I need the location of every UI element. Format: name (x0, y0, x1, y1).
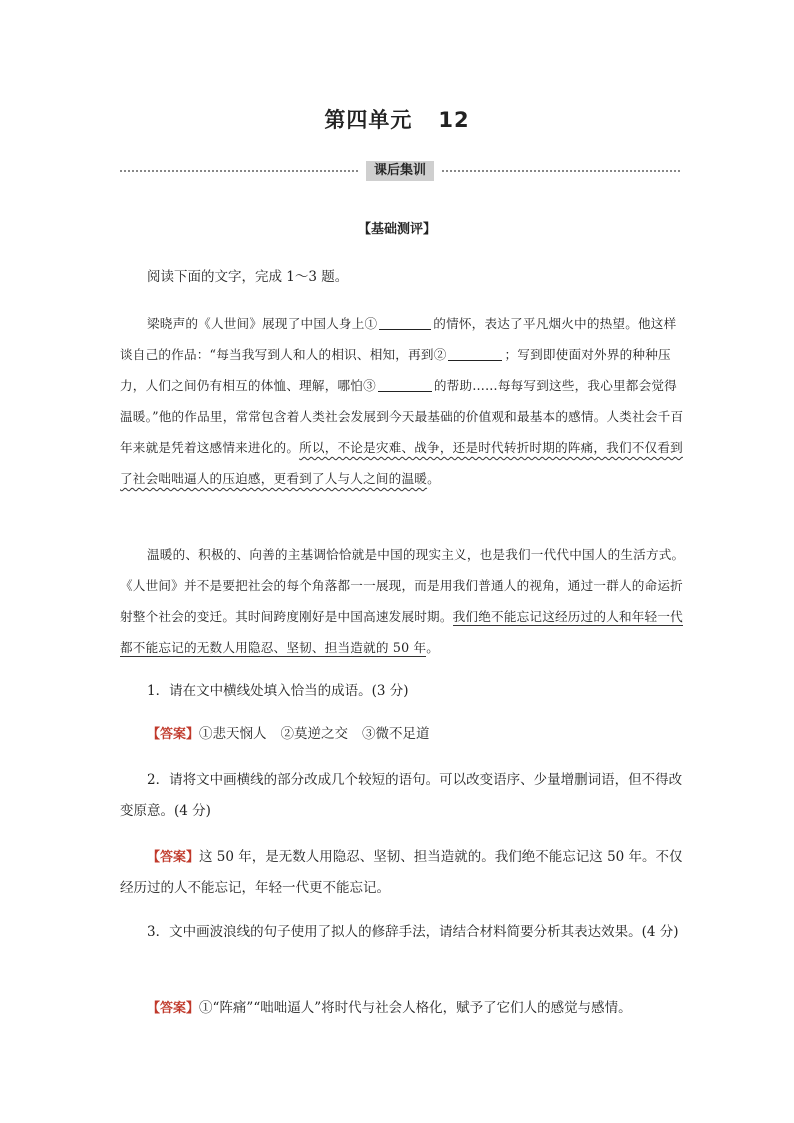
instruction: 阅读下面的文字，完成 1～3 题。 (147, 269, 349, 285)
passage-text: 温暖的、积极的、向善的主基调恰恰就是中国的现实主义，也是我们一代代中国人的生活方式。《人世间》并不是要把社会的每个角落都一一展现，而是用我们普通人的视角，通过一群人的命运折射整个社会的变迁。其时间跨度刚好是中国高速发展时期。 (120, 547, 685, 624)
answer-label: 【答案】 (147, 850, 200, 865)
answer-2 (120, 842, 686, 904)
unit-title: 第四单元 (324, 108, 413, 132)
blank-3 (378, 377, 432, 392)
page-title (0, 104, 794, 134)
answer-item: ③微不足道 (362, 726, 430, 742)
question-1: 1．请在文中横线处填入恰当的成语。(3 分) (147, 683, 409, 699)
passage-text: 。 (427, 471, 440, 486)
underlined-sentence: 我们绝不能忘记这经历过的人和年轻一代都不能忘记的无数人用隐忍、坚韧、担当造就的 50 年 (120, 609, 683, 655)
answer-item: ②莫逆之交 (280, 726, 349, 742)
answer-3 (120, 993, 686, 1024)
passage-paragraph-2 (120, 539, 686, 663)
answer-label: 【答案】 (147, 1001, 200, 1016)
section-tag: 课后集训 (366, 161, 434, 181)
question-3: 3．文中画波浪线的句子使用了拟人的修辞手法，请结合材料简要分析其表达效果。(4 分) (147, 924, 679, 940)
answer-text: 这 50 年，是无数人用隐忍、坚韧、担当造就的。我们绝不能忘记这 50 年。不仅经历过的人不能忘记，年轻一代更不能忘记。 (120, 849, 683, 896)
subsection-heading: 【基础测评】 (357, 222, 436, 237)
passage-text: 的情怀，表达了平凡烟火中的热望。他这样谈自己的作品：“每当我写到人和人的相识、相知，再到② (120, 316, 677, 362)
passage-text: 的帮助……每每写到这些，我心里都会觉得温暖。”他的作品里，常常包含着人类社会发展到今天最基础的价值观和最基本的感情。人类社会千百年来就是凭着这感情来进化的。 (120, 378, 684, 455)
blank-1 (379, 315, 431, 330)
passage-text: ；写到即使面对外界的种种压力，人们之间仍有相互的体恤、理解，哪怕③ (120, 347, 671, 393)
wavy-underlined-sentence: 所以，不论是灾难、战争，还是时代转折时期的阵痛，我们不仅看到了社会咄咄逼人的压迫感，更看到了人与人之间的温暖 (120, 440, 683, 486)
answer-1 (120, 719, 686, 750)
dotted-line-right (442, 170, 680, 172)
passage-text: 。 (426, 640, 440, 655)
lesson-number: 12 (438, 108, 470, 132)
passage-text: 梁晓声的《人世间》展现了中国人身上① (147, 316, 378, 331)
question-2: 2．请将文中画横线的部分改成几个较短的语句。可以改变语序、少量增删词语，但不得改变原意。(4 分) (120, 772, 683, 819)
dotted-line-left (120, 170, 358, 172)
passage-paragraph-1 (120, 308, 686, 494)
section-divider (120, 160, 680, 182)
blank-2 (448, 346, 502, 361)
answer-label: 【答案】 (147, 727, 200, 742)
answer-item: ①悲天悯人 (199, 726, 267, 742)
answer-text: ①“阵痛”“咄咄逼人”将时代与社会人格化，赋予了它们人的感觉与感情。 (199, 1000, 632, 1016)
